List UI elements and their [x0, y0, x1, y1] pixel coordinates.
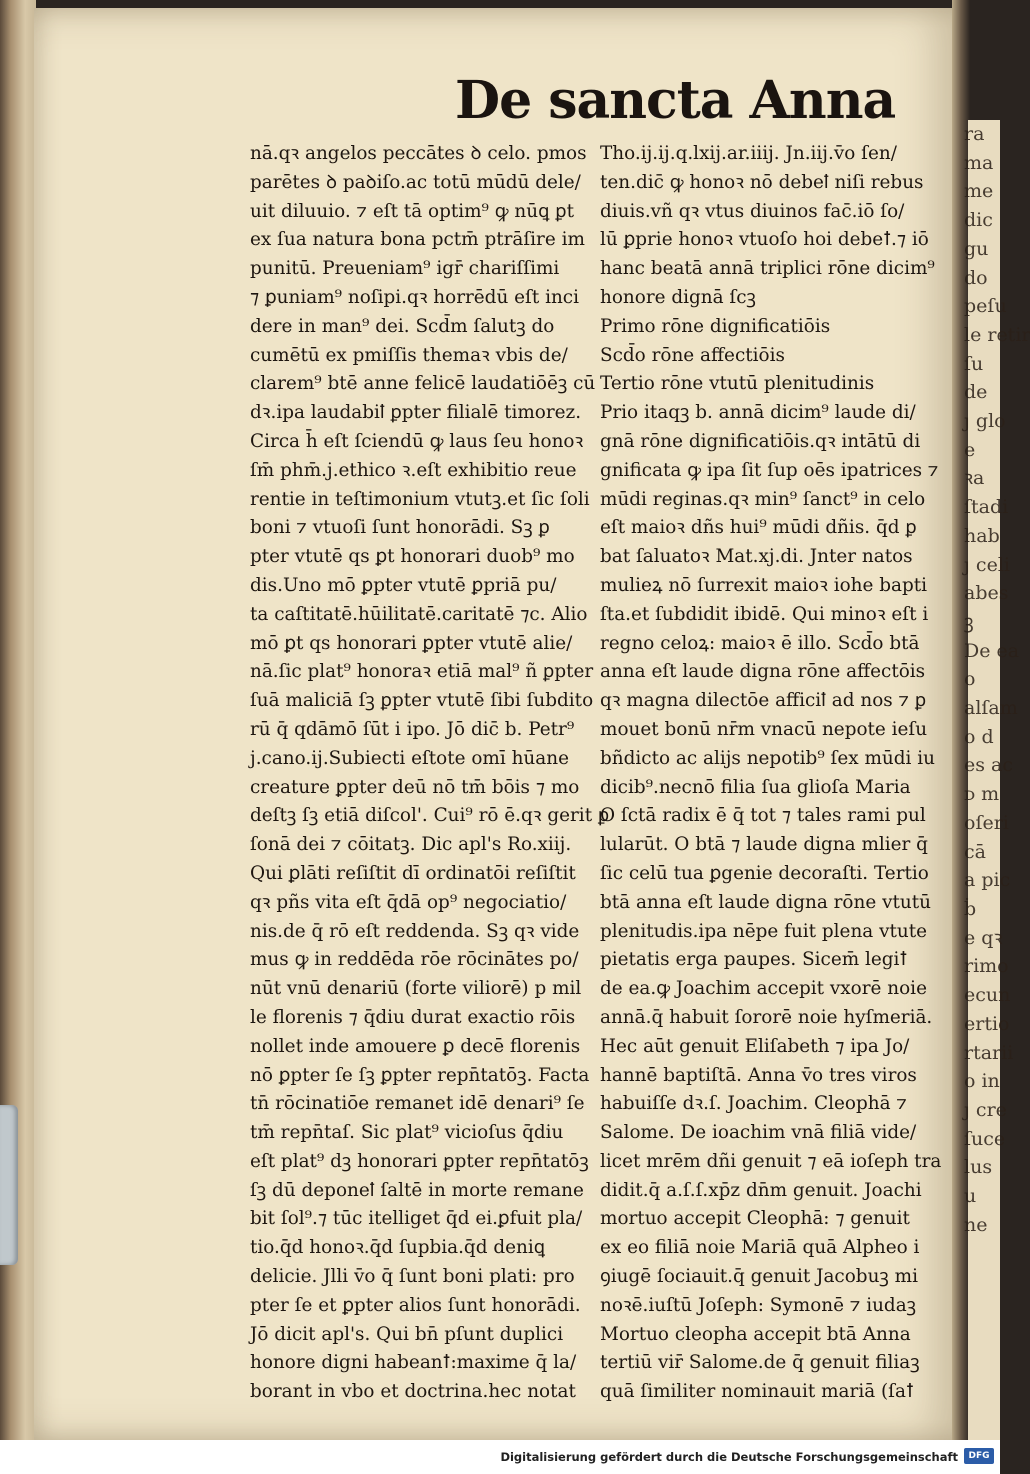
text-line: mūdi reginas.qꝛ min⁹ ſanct⁹ in celo — [600, 488, 926, 510]
text-line: deſtꝫ ſꝫ etiā diſcol'. Cui⁹ rō ē.qꝛ gerit ꝑ — [250, 805, 610, 827]
text-line: ta caſtitatē.hūilitatē.caritatē ⁊c. Alio — [250, 603, 588, 625]
next-page-line: me — [964, 180, 994, 203]
text-line: nā.ſic plat⁹ honoraꝛ etiā mal⁹ ñ ꝑpter — [250, 661, 594, 683]
text-line: ſꝫ dū deponeꝉ ſaltē in morte remane — [250, 1179, 584, 1201]
text-line: Qui ꝑlāti reſiſtit dī ordinatōi reſiſtit — [250, 862, 576, 884]
text-line: diuis.vñ qꝛ vtus diuinos fac̄.iō ſo/ — [600, 200, 905, 222]
next-page-line: ertio — [964, 1012, 1010, 1035]
next-page-line: do — [964, 266, 988, 289]
text-line: ſic celū tua ꝑgenie decoraſti. Tertio — [600, 862, 929, 884]
dfg-logo: DFG — [964, 1448, 994, 1464]
next-page-line: oſeri — [964, 811, 1009, 834]
next-page-line: alſam — [964, 697, 1018, 720]
text-line: clarem⁹ btē anne felicē laudatiōēꝫ cū — [250, 373, 596, 395]
next-page-line: o — [964, 668, 976, 691]
next-page-line: u — [964, 1185, 977, 1208]
text-line: hanc beatā annā triplici rōne dicim⁹ — [600, 258, 935, 280]
text-line: borant in vbo et doctrina.hec notat — [250, 1381, 576, 1403]
text-line: hannē baptiſtā. Anna v̄o tres viros — [600, 1064, 917, 1086]
text-line: habuiſſe dꝛ.ſ. Joachim. Cleophā ⁊ — [600, 1093, 907, 1115]
text-line: Hec aūt genuit Eliſabeth ⁊ ipa Jo/ — [600, 1035, 910, 1057]
text-line: creature ꝑpter deū nō tm̄ bōis ⁊ mo — [250, 776, 580, 798]
text-line: dicib⁹.necnō filia ſua glioſa Maria — [600, 776, 911, 798]
text-line: Salome. De ioachim vnā filiā vide/ — [600, 1122, 917, 1144]
next-page-line: De ea — [964, 639, 1020, 662]
next-page-line: ra — [964, 123, 985, 145]
funding-notice: Digitalisierung gefördert durch die Deutsche Forschungsgemeinschaft — [500, 1450, 958, 1464]
next-page-fragment — [964, 120, 1030, 1440]
text-line: delicie. Jlli v̄o q̄ ſunt boni plati: pro — [250, 1266, 575, 1288]
text-line: tm̄ repn̄taſ. Sic plat⁹ vicioſus q̄diu — [250, 1122, 564, 1144]
next-page-line: es ac — [964, 754, 1014, 777]
next-page-line: e qꝛ — [964, 926, 1003, 949]
next-page-line: rimo — [964, 955, 1009, 978]
text-line: bit ſol⁹.⁊ tūc itelliget q̄d ei.ꝑfuit pla/ — [250, 1208, 583, 1230]
text-line: ſta.et ſubdidit ibidē. Qui minoꝛ eſt i — [600, 603, 929, 625]
next-page-line: rtarii — [964, 1041, 1014, 1064]
text-line: honore dignā ſcꝫ — [600, 286, 756, 308]
text-line: Jō dicit apl's. Qui bn̄ pſunt duplici — [250, 1323, 564, 1345]
text-line: eſt maioꝛ dñs hui⁹ mūdi dñis. q̄d ꝑ — [600, 517, 917, 539]
text-line: ꝯiugē ſociauit.q̄ genuit Jacobuꝫ mi — [600, 1266, 918, 1288]
text-line: licet mrēm dñi genuit ⁊ eā ioſeph tra — [600, 1150, 942, 1172]
footer-bar — [0, 1440, 1000, 1474]
text-line: j.cano.ij.Subiecti eſtote omī hūane — [250, 747, 569, 769]
text-line: le florenis ⁊ q̄diu durat exactio rōis — [250, 1006, 576, 1028]
next-page-line: le retir — [964, 323, 1030, 346]
text-line: pter vtutē qs ꝑt honorari duob⁹ mo — [250, 546, 575, 568]
next-page-line: cā — [964, 840, 986, 863]
text-line: plenitudis.ipa nēpe fuit plena vtute — [600, 920, 927, 942]
next-page-line: o d — [964, 725, 994, 748]
next-page-line: abes — [964, 582, 1009, 605]
text-line: nā.qꝛ angelos peccātes ꝺ celo. pmos — [250, 143, 587, 164]
next-page-line: ſu — [964, 352, 984, 375]
book-clasp — [0, 1105, 18, 1265]
text-line: Scd̄o rōne affectiōis — [600, 344, 785, 366]
text-line: nollet inde amouere ꝑ decē florenis — [250, 1035, 581, 1057]
text-line: tertiū vir̄ Salome.de q̄ genuit filiaꝫ — [600, 1352, 920, 1374]
next-page-line: ne — [964, 1213, 988, 1236]
text-line: de ea.ꝙ Joachim accepit vxorē noie — [600, 978, 927, 1000]
next-page-line: de — [964, 381, 988, 404]
text-line: ſm̄ phm̄.j.ethico ꝛ.eſt exhibitio reue — [250, 459, 577, 481]
text-line: eſt plat⁹ dꝫ honorari ꝑpter repn̄tatōꝫ — [250, 1150, 589, 1172]
text-line: punitū. Preueniam⁹ igr̄ chariſſimi — [250, 258, 560, 280]
text-line: mus ꝙ in reddēda rōe rōcinātes po/ — [250, 949, 579, 971]
text-line: annā.q̄ habuit ſororē noie hyſmeriā. — [600, 1006, 933, 1028]
text-line: nūt vnū denariū (forte viliorē) p mil — [250, 978, 582, 1000]
text-line: gnificata ꝙ ipa ſit ſup oēs ipatrices ⁊ — [600, 459, 939, 481]
text-line: tio.q̄d honoꝛ.q̄d ſupbia.q̄d deniꝗ — [250, 1237, 546, 1259]
text-line: mortuo accepit Cleophā: ⁊ genuit — [600, 1208, 910, 1230]
page-title: De sancta Anna — [455, 70, 896, 131]
text-line: Circa h̄ eſt ſciendū ꝙ laus ſeu honoꝛ — [250, 430, 584, 452]
text-line: ten.dic̄ ꝙ honoꝛ nō debeꝉ niſi rebus — [600, 171, 924, 193]
text-line: lularūt. O btā ⁊ laude digna mlier q̄ — [600, 834, 928, 856]
next-page-line: ḃ — [964, 897, 977, 920]
text-line: didit.q̄ a.ſ.ſ.xp̄z dn̄m genuit. Joachi — [600, 1179, 922, 1201]
next-page-line: a pic — [964, 869, 1011, 892]
text-line: bat ſaluatoꝛ Mat.xj.di. Jnter natos — [600, 546, 913, 568]
text-line: ſonā dei ⁊ cōitatꝫ. Dic apl's Ro.xiij. — [250, 834, 572, 856]
text-line: bñdicto ac alijs nepotib⁹ ſex mūdi iu — [600, 747, 935, 769]
next-page-line: ma — [964, 151, 994, 174]
text-line: pietatis erga paupes. Sicem̄ legiꝉ — [600, 949, 908, 971]
text-line: honore digni habeanꝉ:maxime q̄ la/ — [250, 1352, 577, 1374]
text-line: parētes ꝺ paꝺiſo.ac totū mūdū dele/ — [250, 171, 581, 193]
next-page-line: ᴅ m — [964, 783, 1000, 806]
next-page-line: ſtadi — [964, 496, 1009, 519]
text-line: nō ꝑpter ſe ſꝫ ꝑpter repn̄tatōꝫ. Facta — [250, 1064, 590, 1086]
text-line: ex ſua natura bona pctm̄ ptrāſire im — [250, 229, 585, 251]
text-line: Mortuo cleopha accepit btā Anna — [600, 1323, 911, 1345]
text-line: rentie in teſtimonium vtutꝫ.et ſic ſoli — [250, 488, 590, 510]
text-line: uit diluuio. ⁊ eſt tā optim⁹ ꝙ nūꝗ ꝑt — [250, 200, 574, 222]
text-line: nis.de q̄ rō eſt reddenda. Sꝫ qꝛ vide — [250, 920, 580, 942]
text-line: Tho.ij.ij.q.lxij.ar.iiij. Jn.iij.v̄o ſen/ — [600, 143, 897, 164]
text-line: dere in man⁹ dei. Scd̄m ſalutꝫ do — [250, 315, 555, 337]
next-page-line: gu — [964, 237, 989, 260]
text-line: dꝛ.ipa laudabiꝉ ꝑpter filialē timorez. — [250, 402, 582, 424]
text-line: tn̄ rōcinatiōe remanet idē denari⁹ ſe — [250, 1093, 585, 1115]
next-page-line: ſuce — [964, 1127, 1006, 1150]
text-line: Tertio rōne vtutū plenitudinis — [600, 373, 875, 395]
text-line: gnā rōne dignificatiōis.qꝛ intātū di — [600, 430, 921, 452]
text-line: boni ⁊ vtuoſi ſunt honorādi. Sꝫ ꝑ — [250, 517, 550, 539]
next-page-line: o in — [964, 1070, 1000, 1093]
right-text-column — [600, 140, 945, 1407]
text-line: ex eo filiā noie Mariā quā Alpheo i — [600, 1237, 920, 1259]
next-page-line: hab — [964, 524, 1000, 547]
text-line: qꝛ magna dilectōe afficiꝉ ad nos ⁊ ꝑ — [600, 690, 927, 712]
next-page-line: peſu — [964, 295, 1007, 318]
text-line: qꝛ pñs vita eſt q̄dā op⁹ negociatio/ — [250, 891, 567, 913]
next-page-line: ecun — [964, 984, 1011, 1007]
next-page-line: ꝛa — [964, 467, 985, 490]
text-line: rū q̄ qdāmō ſūt i ipo. Jō dic̄ b. Petr⁹ — [250, 718, 575, 740]
text-line: pter ſe et ꝑpter alios ſunt honorādi. — [250, 1294, 581, 1316]
next-page-line: lus — [964, 1156, 993, 1179]
text-line: ⁊ ꝑuniam⁹ noſipi.qꝛ horrēdū eſt inci — [250, 286, 579, 308]
text-line: Primo rōne dignificatiōis — [600, 315, 831, 337]
text-line: mouet bonū nr̄m vnacū nepote ieſu — [600, 718, 928, 740]
text-line: Prio itaqꝫ b. annā dicim⁹ laude di/ — [600, 402, 916, 424]
text-line: noꝛē.iuſtū Joſeph: Symonē ⁊ iudaꝫ — [600, 1294, 917, 1316]
next-page-line: ȷ celi — [964, 553, 1010, 576]
next-page-line: ꝫ — [964, 610, 974, 633]
text-line: cumētū ex pmiſſis themaꝛ vbis de/ — [250, 344, 568, 366]
left-text-column — [250, 140, 610, 1407]
text-line: lū ꝑprie honoꝛ vtuoſo hoi debeꝉ.⁊ iō — [600, 229, 929, 251]
text-line: ſuā maliciā ſꝫ ꝑpter vtutē ſibi ſubdito — [250, 690, 594, 712]
text-line: dis.Uno mō ꝑpter vtutē ꝑpriā pu/ — [250, 574, 557, 596]
next-page-line: ȷ cre — [964, 1098, 1007, 1121]
next-page-line: e — [964, 438, 976, 461]
text-line: quā ſimiliter nominauit mariā (ſaꝉ — [600, 1381, 914, 1403]
next-page-line: dic — [964, 209, 993, 232]
text-line: mō ꝑt qs honorari ꝑpter vtutē alie/ — [250, 632, 573, 654]
text-line: btā anna eſt laude digna rōne vtutū — [600, 891, 931, 913]
text-line: anna eſt laude digna rōne affectōis — [600, 661, 926, 683]
text-line: O ſctā radix ē q̄ tot ⁊ tales rami pul — [600, 805, 926, 827]
next-page-line: ȷ glo — [964, 410, 1006, 433]
text-line: mulieꝝ nō ſurrexit maioꝛ iohe bapti — [600, 574, 928, 596]
text-line: regno celoꝝ: maioꝛ ē illo. Scd̄o btā — [600, 632, 920, 654]
